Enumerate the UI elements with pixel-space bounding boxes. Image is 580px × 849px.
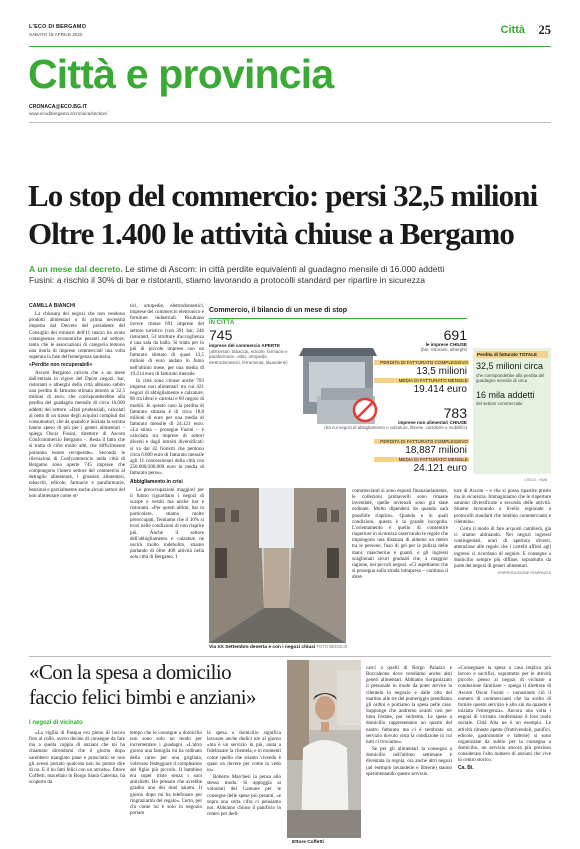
story-subhead: «Perdite non recuperabili» — [29, 362, 93, 369]
masthead-rule — [29, 46, 551, 47]
main-story-column-2 — [130, 303, 204, 648]
open-desc: (alimentari, tabaccai, edicole, farmacie e parafarmacie, ottici, ortopedie, elettrodomestici, ferramenta, lavanderie) — [209, 349, 288, 365]
second-story-column-4 — [366, 665, 452, 845]
closed-loss-value: 13,5 milioni — [416, 366, 467, 377]
banner-divider — [29, 122, 551, 123]
open-count: 745 — [209, 327, 233, 343]
shelves — [287, 660, 309, 760]
story-paragraph: In città sono chiuse anche 783 imprese non alimentari tra cui 421 negozi di abbigliamento e calzature, 86 tra librai e cartolai e 69 negozi di mobili. In questo caso la perdita di fatturato stimata è di circa 18,8 milioni di euro per una media di fatturato mensile di 24.121 euro. «La stima – prosegue Fusini – è calcolata tra imprese di settori diversi e dagli introiti diversificati: si va dai 42 fiorisrti che perdono circa 6.600 euro di fatturato mensile agli 11 concessionari della città con 250.000/300.000 euro in media di fatturato perso». — [130, 377, 204, 477]
main-headline — [28, 177, 558, 253]
issue-date: SABATO 18 APRILE 2020 — [29, 32, 83, 37]
headline-line-2: Oltre 1.400 le attività chiuse a Bergamo — [28, 216, 515, 251]
second-story-column-2 — [130, 730, 202, 845]
story-paragraph: Le preoccupazioni maggiori per il futuro riguardano i negozi di scarpe e vestiti ma anche bar e ristoranti. «Per questi ultimi, bar in particolare, stiamo molto preoccupati. Temiamo che il 30% si trovi nelle condizioni di non riaprire più. Anche il settore dell'abbigliamento e calzature ne uscirà molto indebolito, stiamo parlando di oltre 400 attività nella sola città di Bergamo. I — [130, 486, 204, 561]
open-label: imprese del commercio APERTE — [209, 343, 281, 348]
street-photo — [209, 488, 346, 643]
second-paragraph: carci a quelli di Borgo Palazzo e Boccaleone dove vendiamo anche altri generi alimentari. Abbiamo riorganizzato il personale in modo da poter servire la clientela in negozio e dalle otto del mattino alle tre del pomeriggio prendiamo gli ordini e portiamo la spesa nelle case. Supponge che andremo avanti così per tutta l'estate, poi vedremo. Le spese a domicilio rappresentano un quarto del nostro fatturato ma ci è sembrato un servizio dovuto vista la condizione in cui tutti ci troviamo». — [366, 665, 452, 745]
far-building — [264, 548, 289, 608]
story-paragraph: commercianti si sono esposti finanziariamente, le collezioni primaverili sono rimaste invendute, quelle invernali sono già state ordinate. Molto dipenderà da quando sarà possibile riaprire». Quando e in quali condizioni, questa è la grande incognita. L'orientamento è quello di consentire riaperture in sicurezza osservando le regole che impongono una distanza di almeno un metro tra le persone, l'uso di gel per la pulizia delle mani, mascherine e guanti, e gli ingressi scaglionati sicuri graduali che, a maggior ragione, nei piccoli negozi. «Ci aspettiamo che si prosegua sulla strada intrapresa – continua il diret- — [352, 488, 448, 581]
story-paragraph: tore di Ascom – e che si possa ripartire presto ma in sicurezza. Immaginiamo che le riaperture saranno diversificate a seconda delle attività. Stiamo lavorando a livello regionale a protocolli standard che tutelino commercianti e clientela». — [454, 488, 551, 525]
head — [315, 696, 335, 720]
shop-roof — [299, 348, 377, 356]
nonfood-loss-value: 18,887 milioni — [405, 445, 467, 456]
second-paragraph: «Consegnare la spesa a casa implica più lavoro e sacrifici, soprattutto per le attività piccole, penso ai negozi di vicinato a conduzione familiare – spiega il direttore di Ascom Oscar Fusini – nonostante ciò il numero di commercianti che ha scelto di fornire questo servizio è alto sin da quando è iniziata l'emergenza». Ancora una volta i negozi di vicinato confermano il loro ruolo sociale. Città Alta ne è un esempio. Le attività rimaste aperte (fruttivendoli, panifici, edicole, gastronomie e latterie) si sono organizzate da subito per la consegna a domicilio, un servizio ancora più prezioso considerato l'alto numero di anziani che vive in centro storico. — [458, 665, 551, 764]
butcher-photo-caption: Ettore Coffetti — [292, 840, 324, 845]
infographic-title-bar — [209, 306, 467, 319]
closed-avg-label: MEDIA DI FATTURATO MENSILE — [374, 378, 469, 383]
nonfood-desc: (tra cui negozi di abbigliamento e calzature, librerie, cartolerie e mobilifici) — [324, 425, 467, 430]
infographic — [209, 306, 551, 484]
contact-email: CRONACA@ECO.BG.IT — [29, 104, 88, 110]
infographic-subtitle: IN CITTÀ — [209, 320, 235, 326]
signature: Ca. Bi. — [458, 764, 474, 771]
nonfood-avg-value: 24.121 euro — [413, 463, 467, 474]
street-photo-caption — [209, 644, 348, 650]
closed-desc: (bar, ristoranti, alberghi) — [420, 347, 467, 352]
second-paragraph: tempo che le consegne a domicilio non sono solo un modo per incrementare i guadagni. «L'altro giorno una famiglia mi ha ordinato della carne per una grigliata, volevano festeggiare il compleanno del figlio più piccolo. Il bambino era super triste senza i suoi amichetti. Ho pensato che avrebbe gradito uno dei miei salami. Il giorno dopo mi ha telefonato per ringraziarmi del regalo». Certo, per chi come lui è solo in negozio portare — [130, 730, 202, 817]
second-paragraph: la spesa a domicilio significa lavorare anche dodici ore al giorno «ma è un servizio in più, aiuta a fidelizzare la clientela, e in momenti come quello che stiamo vivendo è quasi un dovere per come la vedo io». — [207, 730, 281, 773]
workers-value: 16 mila addetti — [476, 389, 535, 400]
total-box — [473, 348, 551, 474]
main-story-column-1 — [29, 303, 125, 648]
second-headline-line-2: faccio felici bimbi e anziani» — [29, 685, 256, 709]
sky — [259, 488, 294, 548]
page-number: 25 — [538, 23, 551, 37]
story-paragraph: Ascom Bergamo calcola che a un mese dall'entrata in vigore del Dpcm negozi, bar, ristoranti e alberghi della città abbiano subito una perdita di fatturato stimata intorno ai 32,5 milioni di euro, che corrisponderebbe alla perdita del guadagno mensile di circa 16.000 addetti del settore. «Dati prudenziali, calcolati al netto di un trasso degli acquisti compiuti dai consumatori, che da quando è iniziata la serrata hanno speso di più per i generi alimentari – spiega Oscar Fusini, direttore di Ascom Confcommercio Bergamo –. Resta il fatto che si tratta di cifre molto alte, che difficilmente potranno essere recuperate». Secondo le rilevazioni di Confcommercio nella città di Bergamo sono aperte 745 imprese che compongono l'intero settore del commercio al dettaglio alimentare, i grossisti alimentari, tabacchi, edicole, farmacie e parafarmacie, benzinai e parzialmente anche alcuni settori del non alimentare come ot- — [29, 369, 125, 499]
butcher-photo — [287, 660, 361, 838]
main-story-column-4 — [454, 488, 551, 648]
headline-line-1: Lo stop del commercio: persi 32,5 milioni — [28, 178, 538, 213]
closed-avg-value: 19.414 euro — [413, 384, 467, 395]
infographic-title: Commercio, il bilancio di un mese di stop — [209, 307, 348, 314]
photo-caption-text: Via XX Settembre deserta e con i negozi chiusi — [209, 645, 316, 650]
nonfood-loss-label: PERDITA DI FATTURATO COMPLESSIVO — [374, 439, 469, 444]
second-paragraph: Se per gli alimentari la consegna a domicilio nell'ultimo settimane è diventata la regola, ora anche altri negozi (ad esempio lavanderie e librerie) stanno sperimentando questo servizio. — [366, 746, 452, 777]
contact-url: www.ecodibergamo.it/cronaca/section/ — [29, 111, 108, 116]
closed-label: le imprese CHIUSE — [425, 342, 467, 347]
story-paragraph: La chiusura dei negozi che non vendono prodotti alimentari o di prima necessità imposta dal Decreto del presidente del Consiglio dei ministri dell'11 marzo ha avuto conseguenze economiche pesanti sul settore, tanto che le associazioni di categoria temono una morìa di imprese commerciali una volta superata la fase dell'emergenza sanitaria. — [29, 311, 125, 361]
second-story-column-5 — [458, 665, 551, 845]
total-value: 32,5 milioni circa — [476, 361, 544, 371]
copyright: ©RIPRODUZIONE RISERVATA — [497, 571, 551, 576]
story-divider — [29, 656, 551, 657]
paper-name: L'ECO DI BERGAMO — [29, 24, 87, 30]
closed-block — [399, 328, 467, 352]
story-paragraph: Certo il modo di fare acquisti cambierà, già ci stiamo abituando. Nei negozi ingressi contingentati, orari di apertura diversi, attenzione alle regole che i cartelli affissi agli ingressi ci ricordano di seguire. E consegne a domicilio sempre più diffuse, soprattutto da parte dei negozi di generi alimentari. — [454, 525, 551, 569]
second-story-column-3 — [207, 730, 281, 845]
contact-block — [29, 104, 107, 116]
second-paragraph: «La vigilia di Pasqua ero pieno di lavoro fino al collo, avevo decine di consegne da fare ma a quella coppia di anziani che mi ha chiamato dicendomi che il giorno dopo sarebbero mangiato pane e prosciutto se non gli avessi portato qualcosa non ho potuto dire di no. E il ho fatti felici con un arrosto». Ettore Coffetti, macellaio in Borgo Santa Caterina, ha scoperto da — [29, 730, 125, 786]
summary-line-2: Fusini: a rischio il 30% di bar e ristoranti, stiamo lavorando a protocolli standard per ripartire in sicurezza — [29, 275, 425, 285]
story-paragraph: tici, ortopedie, elettrodomestici, imprese del commercio elettronico e forniture industriali. Risultano invece chiuse 691 imprese del settore turistico (con 391 bar, 246 ristoranti, 53 strutture d'accoglienza e una sala da ballo. Si tratta per lo più di piccole imprese con un fatturato stimato di quasi 13,5 milioni di euro andato in fumo nell'ultimo mese, per una media di 19.414 euro di fatturato mensile. — [130, 303, 204, 377]
closed-count: 691 — [443, 327, 467, 343]
total-box-label: Perdita di fatturato TOTALE — [476, 351, 548, 358]
section-title: Città e provincia — [28, 51, 334, 97]
section-label: Città — [500, 24, 525, 36]
nonfood-count: 783 — [443, 405, 467, 421]
closed-loss-label: PERDITA DI FATTURATO COMPLESSIVO — [374, 360, 469, 365]
nonfood-block — [309, 406, 467, 430]
main-story-column-3 — [352, 488, 448, 648]
summary — [29, 264, 553, 286]
second-kicker: I negozi di vicinato — [29, 720, 83, 726]
infographic-credit: L'ECO - HUB — [524, 478, 547, 482]
summary-line-1: Le stime di Ascom: in città perdite equivalenti al guadagno mensile di 16.000 addetti — [122, 264, 445, 274]
counter — [287, 810, 361, 838]
workers-desc: del settore commerciale — [476, 400, 523, 406]
story-subhead: Abbigliamento in crisi — [130, 479, 183, 486]
nonfood-avg-label: MEDIA DI FATTURATO MENSILE — [374, 457, 469, 462]
total-desc: che corrispondebbe alla perdita del guadagno mensile di circa — [476, 373, 545, 384]
photo-credit: FOTO BEDOLIS — [316, 644, 348, 649]
second-headline-line-1: «Con la spesa a domicilio — [29, 660, 231, 684]
masthead — [29, 24, 551, 46]
second-story-column-1 — [29, 730, 125, 845]
summary-kicker: A un mese dal decreto. — [29, 264, 123, 274]
nonfood-label: imprese non alimentari CHIUSE — [398, 420, 467, 425]
second-headline — [29, 660, 289, 710]
second-paragraph: Roberto Marchesi la pensa allo stesso modo. Si appoggia ai volontari del Comune per le consegne delle spese più pesanti, «e sopra una certa cifra ci pensiamo noi. Abbiamo chiuso il panificio in centro per dedi- — [207, 774, 281, 818]
author: CAMILLA BIANCHI — [29, 303, 76, 309]
